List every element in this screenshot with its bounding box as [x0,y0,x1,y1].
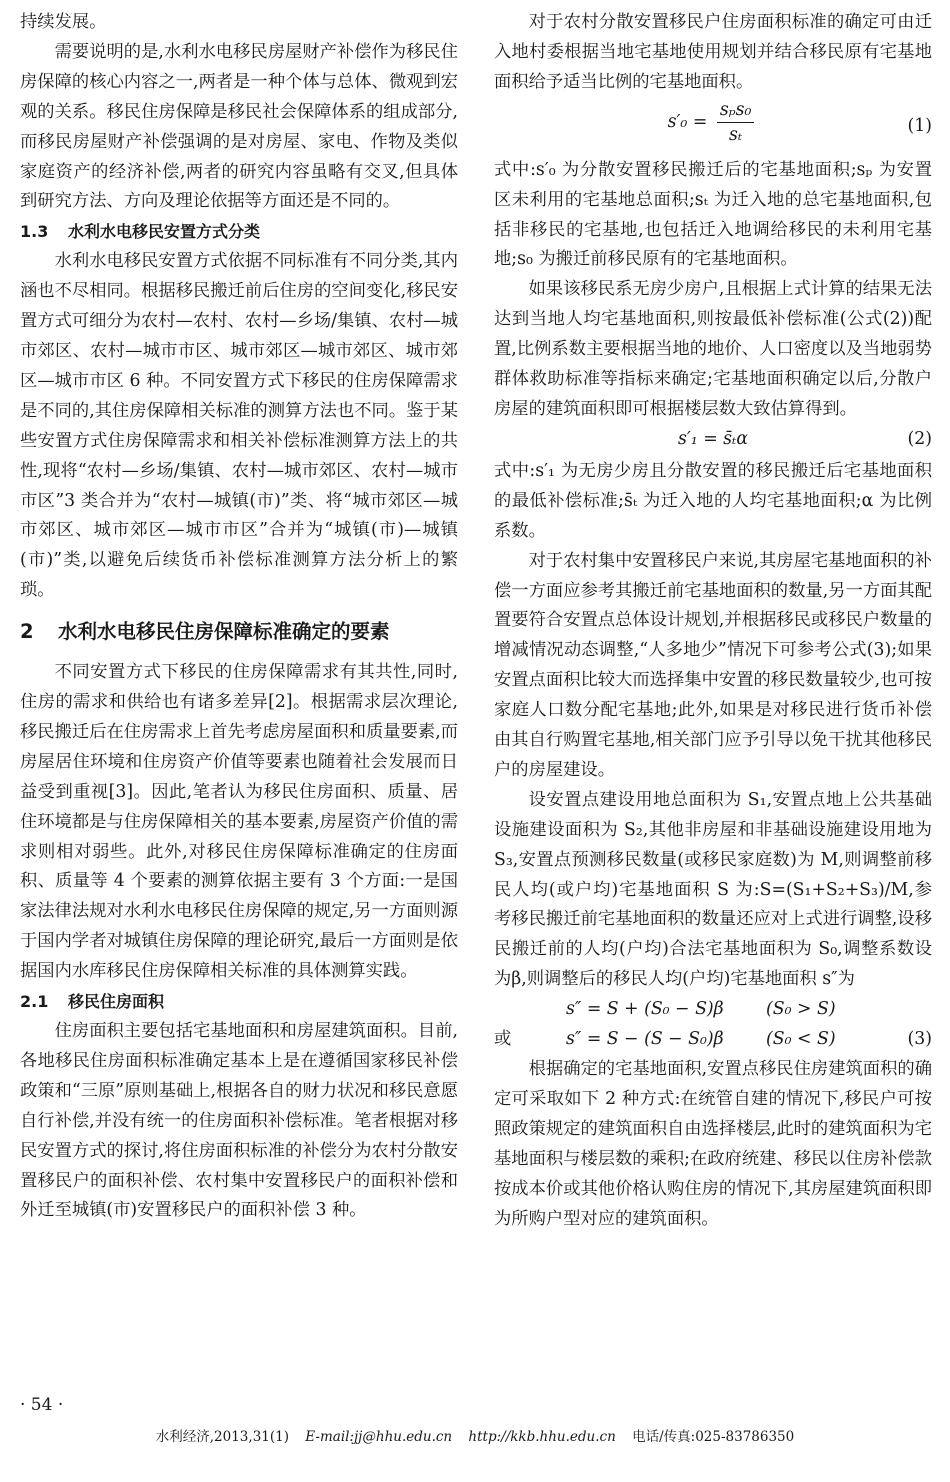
journal-citation: 水利经济,2013,31(1) [155,1429,289,1445]
formula-lhs: s′₀ = [667,111,708,132]
section-number: 1.3 [20,222,49,242]
formula-expression: s″ = S + (S₀ − S)β [566,999,724,1020]
section-title: 水利水电移民住房保障标准确定的要素 [58,620,390,644]
formula-row [494,995,932,1025]
formula-condition: (S₀ < S) [766,1029,836,1050]
formula-number: (2) [907,428,932,449]
section-heading-1-3 [20,217,458,247]
formula-expression [494,98,932,147]
formula-expression: s″ = S − (S − S₀)β [566,1029,724,1050]
section-number: 2.1 [20,992,49,1012]
formula-3 [494,995,932,1055]
section-number: 2 [20,620,34,644]
journal-info [0,1425,950,1445]
section-heading-2-1 [20,987,458,1017]
paragraph: 根据确定的宅基地面积,安置点移民住房建筑面积的确定可采取如下 2 种方式:在统管自建的情况下,移民户可按照政策规定的建筑面积自由选择楼层,此时的建筑面积为宅基地面积与楼层数的乘积;在政府统建、移民以住房补偿款按成本价或其他价格认购住房的情况下,其房屋建筑面积即为所购户型对应的建筑面积。 [494,1059,932,1229]
page-footer [0,1395,950,1455]
paragraph: 不同安置方式下移民的住房保障需求有其共性,同时,住房的需求和供给也有诸多差异[2]。根据需求层次理论,移民搬迁后在住房需求上首先考虑房屋面积和质量要素,而房屋居住环境和住房资产价值等要素也随着社会发展而日益受到重视[3]。因此,笔者认为移民住房面积、质量、居住环境都是与住房保障相关的基本要素,房屋资产价值的需求则相对弱些。此外,对移民住房保障标准确定的住房面积、质量等 4 个要素的测算依据主要有 3 个方面:一是国家法律法规对水利水电移民住房保障的规定,另一方面则源于国内学者对城镇住房保障的理论研究,最后一方面则是依据国内水库移民住房保障相关标准的具体测算实践。 [20,662,458,982]
paragraph: 对于农村集中安置移民户来说,其房屋宅基地面积的补偿一方面应参考其搬迁前宅基地面积的数量,另一方面其配置要符合安置点总体设计规划,并根据移民或移民户数量的增减情况动态调整,“人多地少”情况下可参考公式(3);如果安置点面积比较大而选择集中安置的移民数量较少,也可按家庭人口数分配宅基地;此外,如果是对移民进行货币补偿由其自行购置宅基地,相关部门应予引导以免干扰其他移民户的房屋建设。 [494,550,932,780]
paragraph: 式中:s′₀ 为分散安置移民搬迁后的宅基地面积;sₚ 为安置区未利用的宅基地总面积;sₜ 为迁入地的总宅基地面积,包括非移民的宅基地,也包括迁入地调给移民的未利用宅基地;s₀ 为搬迁前移民原有的宅基地面积。 [494,159,932,270]
paragraph: 如果该移民系无房少房户,且根据上式计算的结果无法达到当地人均宅基地面积,则按最低补偿标准(公式(2))配置,比例系数主要根据当地的地价、人口密度以及当地弱势群体救助标准等指标来确定;宅基地面积确定以后,分散户房屋的建筑面积即可根据楼层数大致估算得到。 [494,279,932,419]
left-column [20,8,458,1226]
paragraph: 设安置点建设用地总面积为 S₁,安置点地上公共基础设施建设面积为 S₂,其他非房屋和非基础设施建设用地为 S₃,安置点预测移民数量(或移民家庭数)为 M,则调整前移民人均(或户均)宅基地面积 S 为:S=(S₁+S₂+S₃)/M,参考移民搬迁前宅基地面积的数量还应对上式进行调整,设移民搬迁前的人均(户均)合法宅基地面积为 S₀,调整系数设为β,则调整后的移民人均(户均)宅基地面积 s″为 [494,789,932,990]
section-heading-2 [20,616,458,647]
paragraph: 式中:s′₁ 为无房少房且分散安置的移民搬迁后宅基地面积的最低补偿标准;s̄ₜ 为迁入地的人均宅基地面积;α 为比例系数。 [494,460,932,541]
paragraph: 水利水电移民安置方式依据不同标准有不同分类,其内涵也不尽相同。根据移民搬迁前后住房的空间变化,移民安置方式可细分为农村—农村、农村—乡场/集镇、农村—城市郊区、农村—城市市区、城市郊区—城市郊区、城市郊区—城市市区 6 种。不同安置方式下移民的住房保障需求是不同的,其住房保障相关标准的测算方法也不同。鉴于某些安置方式住房保障需求和相关补偿标准测算方法上的共性,现将“农村—乡场/集镇、农村—城市郊区、农村—城市市区”3 类合并为“农村—城镇(市)”类、将“城市郊区—城市郊区、城市郊区—城市市区”合并为“城镇(市)—城镇(市)”类,以避免后续货币补偿标准测算方法分析上的繁琐。 [20,251,458,601]
formula-1 [494,98,932,156]
paragraph: 住房面积主要包括宅基地面积和房屋建筑面积。目前,各地移民住房面积标准确定基本上是在遵循国家移民补偿政策和“三原”原则基础上,根据各自的财力状况和移民意愿自行补偿,并没有统一的住房面积补偿标准。笔者根据对移民安置方式的探讨,将住房面积标准的补偿分为农村分散安置移民户的面积补偿、农村集中安置移民户的面积补偿和外迁至城镇(市)安置移民户的面积补偿 3 种。 [20,1021,458,1221]
journal-url: http://kkb.hhu.edu.cn [468,1429,616,1445]
journal-email: E-mail:jj@hhu.edu.cn [305,1429,453,1445]
fraction-numerator: sₚs₀ [717,98,755,123]
formula-2 [494,425,932,457]
formula-number: (1) [907,115,932,136]
journal-phone: 电话/传真:025-83786350 [632,1429,795,1445]
formula-condition: (S₀ > S) [766,999,836,1020]
section-title: 移民住房面积 [68,992,165,1012]
formula-expression: s′₁ = s̄ₜα [678,428,748,449]
section-title: 水利水电移民安置方式分类 [68,222,261,242]
formula-row [494,1025,932,1055]
formula-fraction [717,98,755,147]
page-number: · 54 · [20,1395,64,1415]
paragraph: 需要说明的是,水利水电移民房屋财产补偿作为移民住房保障的核心内容之一,两者是一种个体与总体、微观到宏观的关系。移民住房保障是移民社会保障体系的组成部分,而移民房屋财产补偿强调的是对房屋、家电、作物及类似家庭资产的经济补偿,两者的研究内容虽略有交叉,但具体到研究方法、方向及理论依据等方面还是不同的。 [20,41,458,212]
paragraph-continuation: 持续发展。 [20,12,107,32]
formula-or-label: 或 [494,1029,512,1050]
formula-number: (3) [907,1029,932,1050]
paragraph: 对于农村分散安置移民户住房面积标准的确定可由迁入地村委根据当地宅基地使用规划并结合移民原有宅基地面积给予适当比例的宅基地面积。 [494,12,932,92]
right-column [494,8,932,1235]
fraction-denominator: sₜ [729,124,743,145]
